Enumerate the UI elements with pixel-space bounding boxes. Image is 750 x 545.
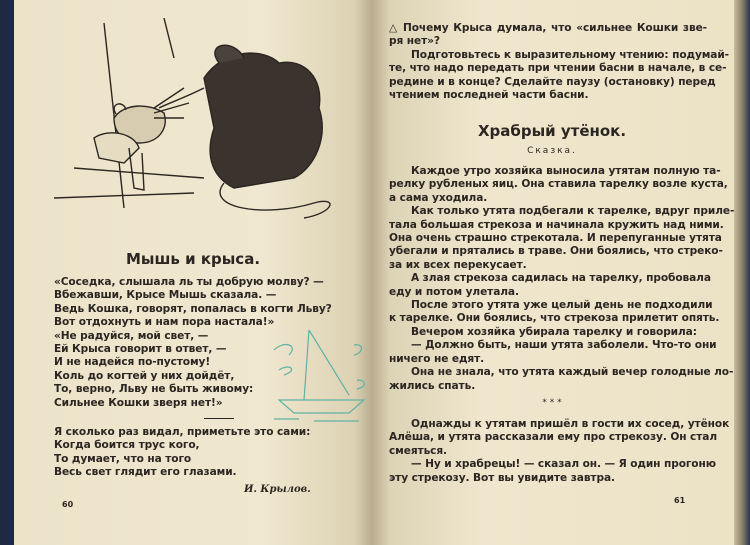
moral-line: Я сколько раз видал, приметьте это сами: <box>54 426 311 438</box>
poem-line: И не надейся по-пустому! <box>54 356 211 369</box>
fable-moral <box>54 426 310 480</box>
story-line: ничего не едят. <box>389 352 485 365</box>
story-line: тала большая стрекоза и начинала кружить над ними. <box>389 218 724 231</box>
story-line: за их всех перекусает. <box>389 258 527 271</box>
story-line: Она не знала, что утята каждый вечер голодные ло- <box>411 366 734 379</box>
task-line: чтением последней части басни. <box>389 89 589 102</box>
moral-line: Когда боится трус кого, <box>54 439 200 452</box>
story-text-continued <box>389 418 730 485</box>
question-line: ря нет»? <box>389 35 440 48</box>
poem-line: То, верно, Льву не быть живому: <box>54 383 254 396</box>
story-line: еду и потом улетала. <box>389 285 519 298</box>
poem-line: Вбежавши, Крысе Мышь сказала. — <box>54 289 277 302</box>
story-line: а сама уходила. <box>389 191 488 204</box>
story-line: Однажды к утятам пришёл в гости их сосед, утёнок <box>411 418 730 430</box>
book-edge <box>734 0 750 545</box>
story-line: жились спать. <box>389 379 476 392</box>
story-line: — Должно быть, наши утята заболели. Что-то они <box>411 339 717 352</box>
divider <box>204 418 234 419</box>
poem-line: Вот отдохнуть и нам пора настала!» <box>54 316 275 329</box>
question-text: Почему Крыса думала, что «сильнее Кошки зве- <box>402 22 707 34</box>
story-subtitle: Сказка. <box>527 146 577 156</box>
story-line: Вечером хозяйка убирала тарелку и говорила: <box>411 325 697 338</box>
poem-line: «Соседка, слышала ль ты добрую молву? — <box>54 276 324 288</box>
mouse-and-rat-illustration <box>54 18 344 238</box>
moral-line: То думает, что на того <box>54 452 192 465</box>
author: И. Крылов. <box>244 484 311 495</box>
task-line: те, что надо передать при чтении басни в начале, в се- <box>389 62 727 75</box>
task-line: редине и в конце? Сделайте паузу (остановку) перед <box>389 75 716 88</box>
questions-block <box>389 22 729 102</box>
story-line: эту стрекозу. Вот вы увидите завтра. <box>389 471 615 484</box>
story-line: Как только утята подбегали к тарелке, вдруг приле- <box>411 205 735 218</box>
story-line: Алёша, и утята рассказали ему про стрекозу. Он стал <box>389 431 717 444</box>
page-number: 61 <box>674 496 686 505</box>
story-line: к тарелке. Они боялись, что стрекоза прилетит опять. <box>389 312 720 325</box>
poem-line: Коль до когтей у них дойдёт, <box>54 369 235 382</box>
task-line: Подготовьтесь к выразительному чтению: подумай- <box>411 48 729 61</box>
triangle-icon: △ <box>389 22 399 34</box>
story-line: После этого утята уже целый день не подходили <box>411 299 713 312</box>
question-line <box>389 22 707 35</box>
story-line: смеяться. <box>389 444 447 457</box>
page-number: 60 <box>62 500 74 509</box>
story-text <box>389 165 735 393</box>
poem-line: Ей Крыса говорит в ответ, — <box>54 343 227 356</box>
story-line: релку рубленых яиц. Она ставила тарелку возле куста, <box>389 178 728 191</box>
moral-line: Весь свет глядит его глазами. <box>54 466 237 479</box>
poem-line: Сильнее Кошки зверя нет!» <box>54 396 223 409</box>
story-line: убегали и прятались в траве. Они боялись, что стреко- <box>389 245 723 258</box>
right-page <box>372 0 734 545</box>
section-separator: * * * <box>542 398 562 408</box>
story-line: Она очень страшно стрекотала. И перепуганные утята <box>389 232 722 245</box>
poem-line: «Не радуйся, мой свет, — <box>54 329 209 342</box>
boat-doodle <box>269 325 369 425</box>
left-page <box>14 0 372 545</box>
story-line: Каждое утро хозяйка выносила утятам полную та- <box>411 165 721 177</box>
story-line: А злая стрекоза садилась на тарелку, пробовала <box>411 272 711 285</box>
fable-title: Мышь и крыса. <box>125 250 261 268</box>
poem-line: Ведь Кошка, говорят, попалась в когти Льву? <box>54 302 332 315</box>
story-line: — Ну и храбрецы! — сказал он. — Я один прогоню <box>411 458 716 471</box>
story-title: Храбрый утёнок. <box>477 122 627 140</box>
